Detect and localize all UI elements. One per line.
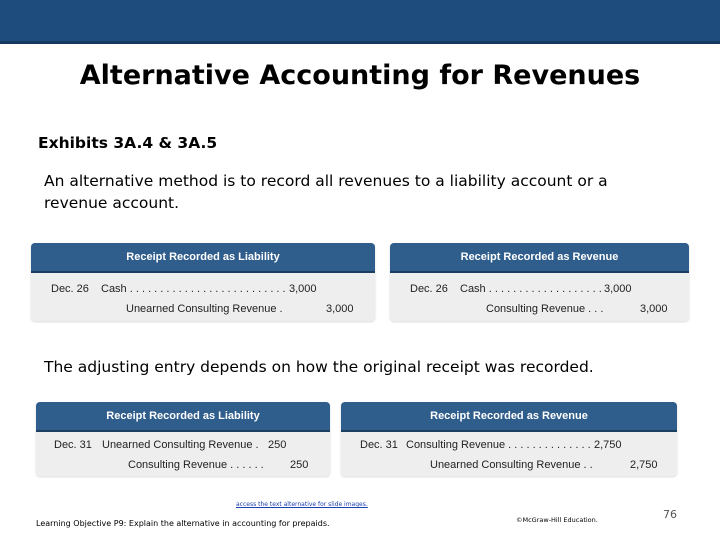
debit-account: Consulting Revenue . . . . . . . . . . . . . .	[406, 439, 591, 451]
journal-panel-revenue-dec26	[390, 243, 689, 321]
journal-panel-liability-dec26	[31, 243, 375, 321]
journal-panel-liability-dec31	[36, 402, 330, 476]
credit-account: Unearned Consulting Revenue .	[126, 303, 283, 315]
credit-account: Unearned Consulting Revenue . .	[430, 459, 593, 471]
entry-date: Dec. 31	[54, 439, 92, 451]
intro-paragraph: An alternative method is to record all revenues to a liability account or a revenue account.	[44, 172, 608, 212]
credit-account: Consulting Revenue . . .	[486, 303, 604, 315]
top-banner	[0, 0, 720, 44]
copyright-notice: ©McGraw-Hill Education.	[516, 516, 598, 524]
page-number: 76	[663, 508, 677, 521]
exhibit-subtitle: Exhibits 3A.4 & 3A.5	[38, 134, 218, 152]
panel-header: Receipt Recorded as Revenue	[390, 243, 689, 273]
adjusting-paragraph: The adjusting entry depends on how the original receipt was recorded.	[44, 358, 594, 376]
entry-date: Dec. 26	[410, 283, 448, 295]
debit-amount: 3,000	[604, 283, 632, 295]
debit-account: Cash . . . . . . . . . . . . . . . . . . . . . . . . . .	[101, 283, 286, 295]
text-alternative-link[interactable]: access the text alternative for slide images.	[236, 501, 368, 508]
debit-amount: 2,750	[594, 439, 622, 451]
debit-account: Cash . . . . . . . . . . . . . . . . . . .	[460, 283, 602, 295]
debit-amount: 250	[268, 439, 287, 451]
debit-account: Unearned Consulting Revenue .	[102, 439, 259, 451]
slide-title: Alternative Accounting for Revenues	[79, 60, 641, 91]
debit-amount: 3,000	[289, 283, 317, 295]
credit-account: Consulting Revenue . . . . . .	[128, 459, 264, 471]
panel-header: Receipt Recorded as Revenue	[341, 402, 677, 432]
credit-amount: 2,750	[630, 459, 658, 471]
panel-header: Receipt Recorded as Liability	[31, 243, 375, 273]
entry-date: Dec. 26	[51, 283, 89, 295]
entry-date: Dec. 31	[360, 439, 398, 451]
credit-amount: 3,000	[326, 303, 354, 315]
credit-amount: 250	[290, 459, 309, 471]
panel-header: Receipt Recorded as Liability	[36, 402, 330, 432]
credit-amount: 3,000	[640, 303, 668, 315]
learning-objective: Learning Objective P9: Explain the alternative in accounting for prepaids.	[36, 519, 330, 528]
journal-panel-revenue-dec31	[341, 402, 677, 476]
